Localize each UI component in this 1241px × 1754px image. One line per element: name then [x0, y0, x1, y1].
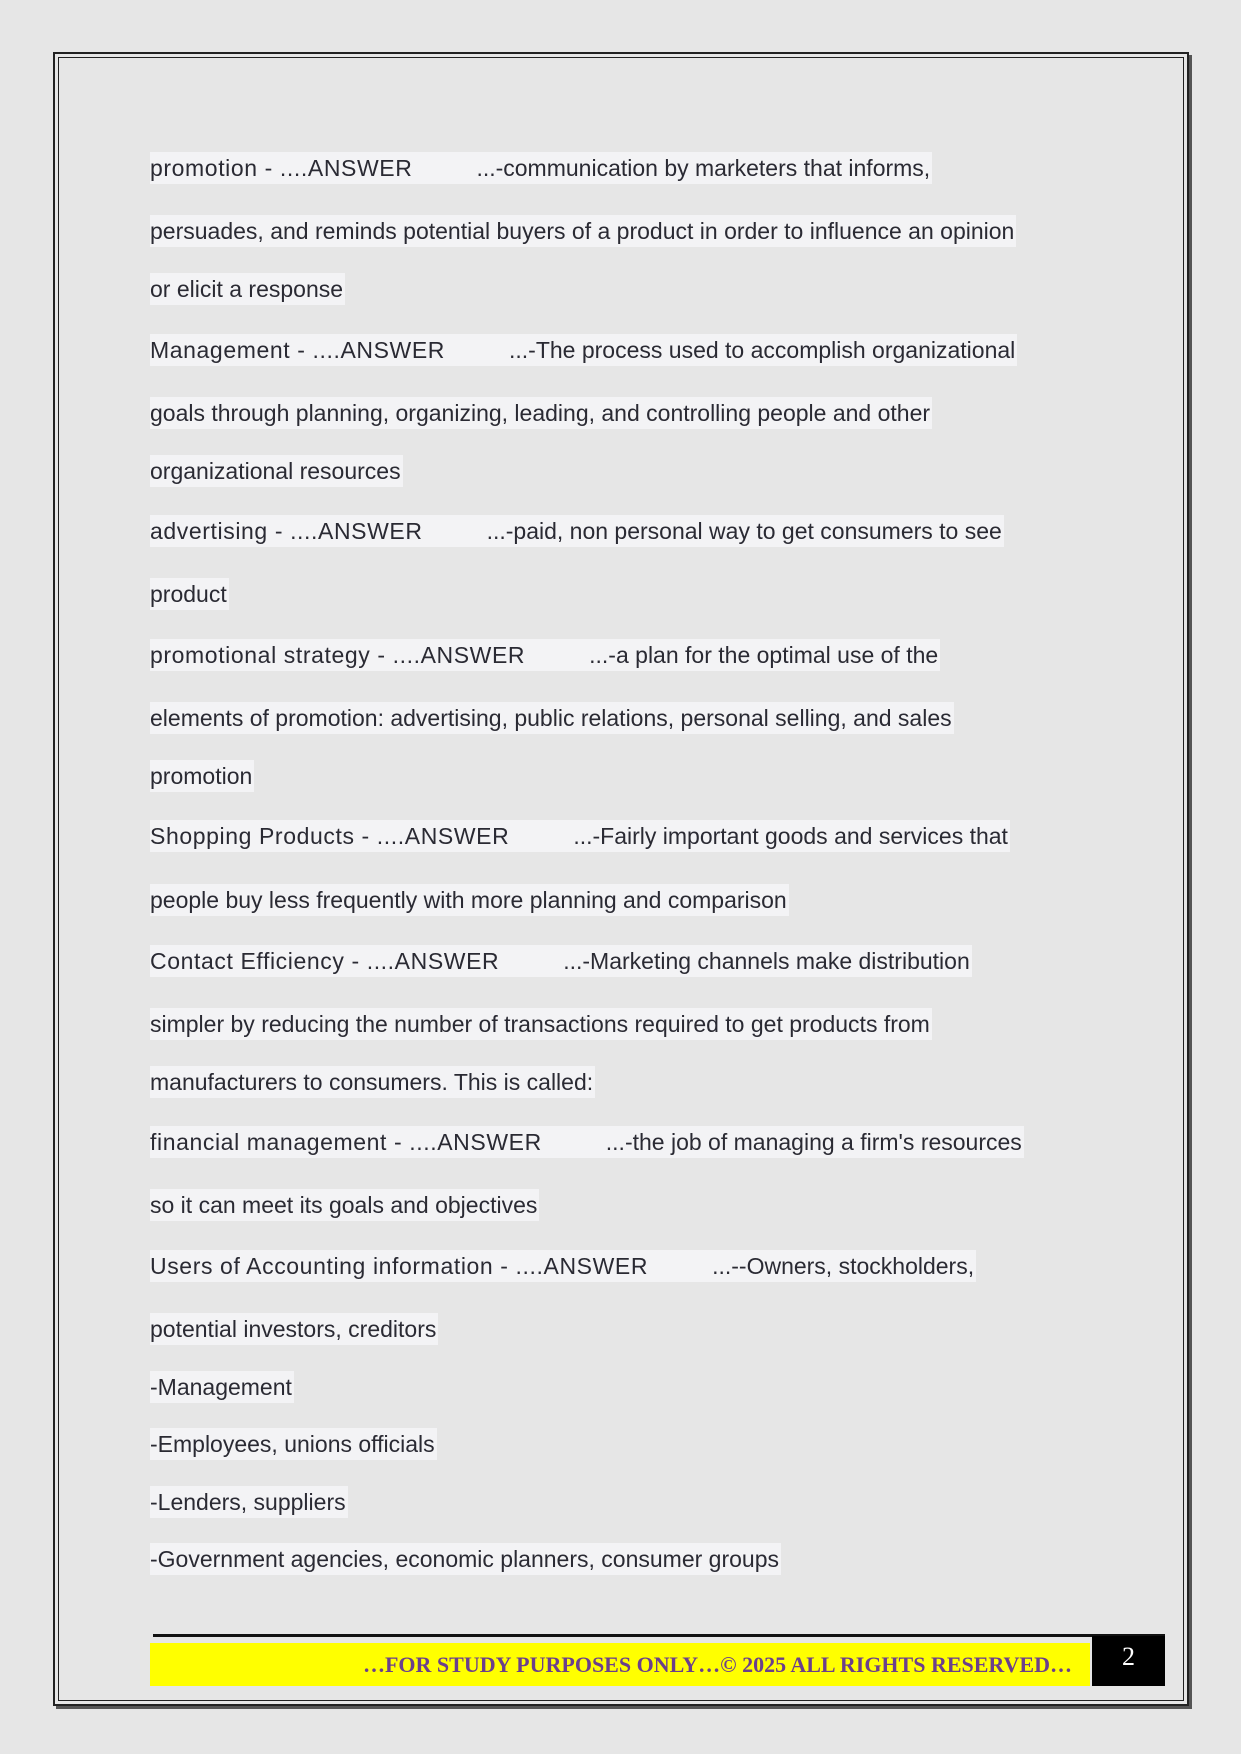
- text-line: [150, 1371, 294, 1403]
- definition-text: ...-the job of managing a firm's resources: [605, 1129, 1022, 1155]
- definition-text: -Management: [150, 1371, 294, 1403]
- text-line: [150, 1428, 437, 1460]
- definition-text: promotion: [150, 760, 254, 792]
- term-label: advertising - ....ANSWER: [150, 518, 423, 544]
- definition-text: ...-The process used to accomplish organizational: [509, 337, 1016, 363]
- text-line: [150, 152, 932, 184]
- text-line: [150, 578, 229, 610]
- definition-text: -Lenders, suppliers: [150, 1486, 348, 1518]
- term-label: promotional strategy - ....ANSWER: [150, 642, 526, 668]
- text-line: [150, 455, 403, 487]
- definition-text: -Employees, unions officials: [150, 1428, 437, 1460]
- definition-text: ...-communication by marketers that informs,: [476, 155, 931, 181]
- text-line: [150, 1126, 1024, 1158]
- text-line: [150, 1543, 781, 1575]
- term-label: Users of Accounting information - ....ANSWER: [150, 1253, 649, 1279]
- text-line: [150, 215, 1016, 247]
- definition-text: ...-Fairly important goods and services that: [573, 823, 1008, 849]
- text-line: [150, 1313, 438, 1345]
- definition-text: goals through planning, organizing, leading, and controlling people and other: [150, 397, 932, 429]
- definition-text: manufacturers to consumers. This is called:: [150, 1066, 595, 1098]
- definition-text: ...-a plan for the optimal use of the: [589, 642, 939, 668]
- text-line: [150, 639, 940, 671]
- term-label: financial management - ....ANSWER: [150, 1129, 542, 1155]
- definition-text: -Government agencies, economic planners, consumer groups: [150, 1543, 781, 1575]
- definition-text: product: [150, 578, 229, 610]
- text-line: [150, 702, 954, 734]
- definition-text: organizational resources: [150, 455, 403, 487]
- definition-text: or elicit a response: [150, 273, 345, 305]
- definition-text: people buy less frequently with more planning and comparison: [150, 884, 789, 916]
- footer-divider: [153, 1634, 1165, 1637]
- definition-text: ...-paid, non personal way to get consumers to see: [486, 518, 1002, 544]
- definition-text: ...-Marketing channels make distribution: [563, 948, 970, 974]
- definition-text: elements of promotion: advertising, public relations, personal selling, and sales: [150, 702, 954, 734]
- text-line: [150, 820, 1010, 852]
- definition-text: simpler by reducing the number of transactions required to get products from: [150, 1008, 932, 1040]
- text-line: [150, 515, 1004, 547]
- text-line: [150, 1250, 976, 1282]
- definition-text: persuades, and reminds potential buyers of a product in order to influence an opinion: [150, 215, 1016, 247]
- definition-text: so it can meet its goals and objectives: [150, 1189, 539, 1221]
- text-line: [150, 1066, 595, 1098]
- text-line: [150, 1008, 932, 1040]
- text-line: [150, 397, 932, 429]
- term-label: Shopping Products - ....ANSWER: [150, 823, 510, 849]
- text-line: [150, 1486, 348, 1518]
- text-line: [150, 945, 972, 977]
- definition-text: potential investors, creditors: [150, 1313, 438, 1345]
- definition-text: ...--Owners, stockholders,: [712, 1253, 975, 1279]
- text-line: [150, 1189, 539, 1221]
- footer-notice: …FOR STUDY PURPOSES ONLY…© 2025 ALL RIGHTS RESERVED…: [150, 1643, 1090, 1686]
- term-label: Contact Efficiency - ....ANSWER: [150, 948, 500, 974]
- text-line: [150, 273, 345, 305]
- page-number: 2: [1092, 1636, 1165, 1686]
- term-label: promotion - ....ANSWER: [150, 155, 413, 181]
- text-line: [150, 334, 1017, 366]
- text-line: [150, 760, 254, 792]
- term-label: Management - ....ANSWER: [150, 337, 445, 363]
- text-line: [150, 884, 789, 916]
